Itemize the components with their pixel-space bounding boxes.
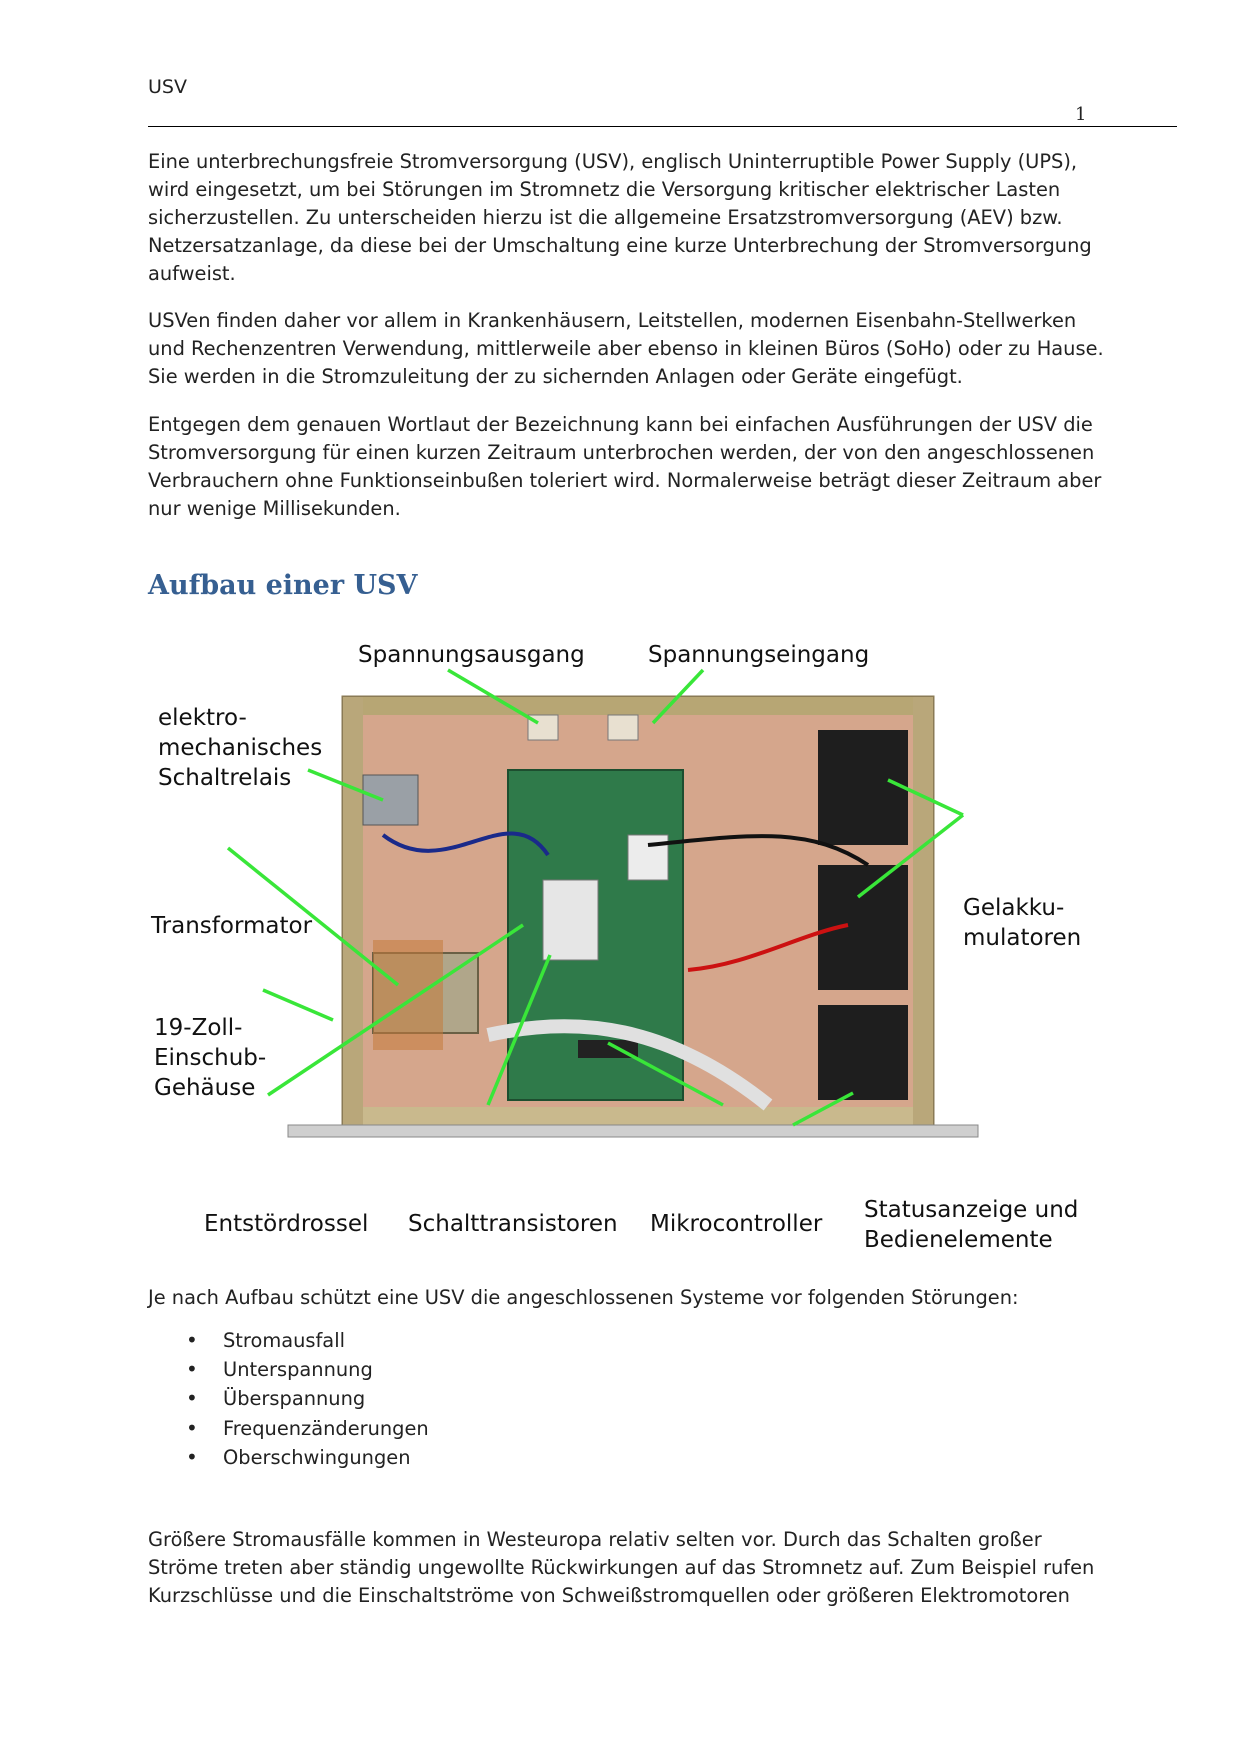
list-item: • Überspannung <box>148 1384 429 1413</box>
paragraph-interruption: Entgegen dem genauen Wortlaut der Bezeichnung kann bei einfachen Ausführungen der USV die Stromversorgung für einen kurzen Zeitraum unterbrochen werden, der von den angeschlossenen Verbrauchern ohne Funktionseinbußen toleriert wird. Normalerweise beträgt dieser Zeitraum aber nur wenige Millisekunden. <box>148 413 1102 520</box>
transformer-coil <box>373 940 443 1050</box>
label-transformator: Transformator <box>151 913 313 939</box>
label-mikrocontroller: Mikrocontroller <box>650 1211 823 1237</box>
label-gehaeuse-3: Gehäuse <box>154 1075 256 1101</box>
label-relais-2: mechanisches <box>158 735 323 761</box>
front-panel <box>288 1125 978 1137</box>
label-spannungseingang: Spannungseingang <box>648 642 870 668</box>
battery-top <box>818 730 908 845</box>
heatsink-part <box>543 880 598 960</box>
paragraph-protection-intro: Je nach Aufbau schützt eine USV die angeschlossenen Systeme vor folgenden Störungen: <box>148 1286 1019 1309</box>
ups-figure <box>148 635 1098 1260</box>
list-item: • Oberschwingungen <box>148 1443 429 1472</box>
chassis-rear-wall <box>343 697 933 715</box>
label-entstoerdrossel: Entstördrossel <box>204 1211 369 1237</box>
list-item: • Unterspannung <box>148 1355 429 1384</box>
battery-bottom <box>818 1005 908 1100</box>
label-statusanzeige-2: Bedienelemente <box>864 1227 1053 1253</box>
running-header: USV <box>148 76 187 98</box>
chassis-right-wall <box>913 697 933 1127</box>
label-spannungsausgang: Spannungsausgang <box>358 642 585 668</box>
chassis-left-wall <box>343 697 363 1127</box>
label-relais-3: Schaltrelais <box>158 765 292 791</box>
section-heading: Aufbau einer USV <box>148 570 418 601</box>
ups-photo-illustration <box>148 635 1098 1260</box>
header-rule <box>148 126 1177 127</box>
paragraph-usage: USVen finden daher vor allem in Krankenhäusern, Leitstellen, modernen Eisenbahn-Stellwerken und Rechenzentren Verwendung, mittlerweile aber ebenso in kleinen Büros (SoHo) oder zu Hause. Sie werden in die Stromzuleitung der zu sichernden Anlagen oder Geräte eingefügt. <box>148 309 1104 388</box>
label-gelakku-1: Gelakku- <box>963 895 1065 921</box>
label-statusanzeige-1: Statusanzeige und <box>864 1197 1079 1223</box>
paragraph-outages: Größere Stromausfälle kommen in Westeuropa relativ selten vor. Durch das Schalten großer Ströme treten aber ständig ungewollte Rückwirkungen auf das Stromnetz auf. Zum Beispiel rufen Kurzschlüsse und die Einschaltströme von Schweißstromquellen oder größeren Elektromotoren <box>148 1528 1095 1607</box>
list-item: • Frequenzänderungen <box>148 1414 429 1443</box>
relay-part <box>363 775 418 825</box>
label-gehaeuse-1: 19-Zoll- <box>154 1015 243 1041</box>
label-relais-1: elektro- <box>158 705 247 731</box>
input-connector <box>608 715 638 740</box>
label-schalttransistoren: Schalttransistoren <box>408 1211 618 1237</box>
disturbance-list <box>148 1326 429 1472</box>
paragraph-intro: Eine unterbrechungsfreie Stromversorgung (USV), englisch Uninterruptible Power Supply (UPS), wird eingesetzt, um bei Störungen im Stromnetz die Versorgung kritischer elektrischer Lasten sicherzustellen. Zu unterscheiden hierzu ist die allgemeine Ersatzstromversorgung (AEV) bzw. Netzersatzanlage, da diese bei der Umschaltung eine kurze Unterbrechung der Stromversorgung aufweist. <box>148 150 1092 285</box>
label-gelakku-2: mulatoren <box>963 925 1082 951</box>
page-number: 1 <box>1075 104 1087 125</box>
label-gehaeuse-2: Einschub- <box>154 1045 267 1071</box>
list-item: • Stromausfall <box>148 1326 429 1355</box>
